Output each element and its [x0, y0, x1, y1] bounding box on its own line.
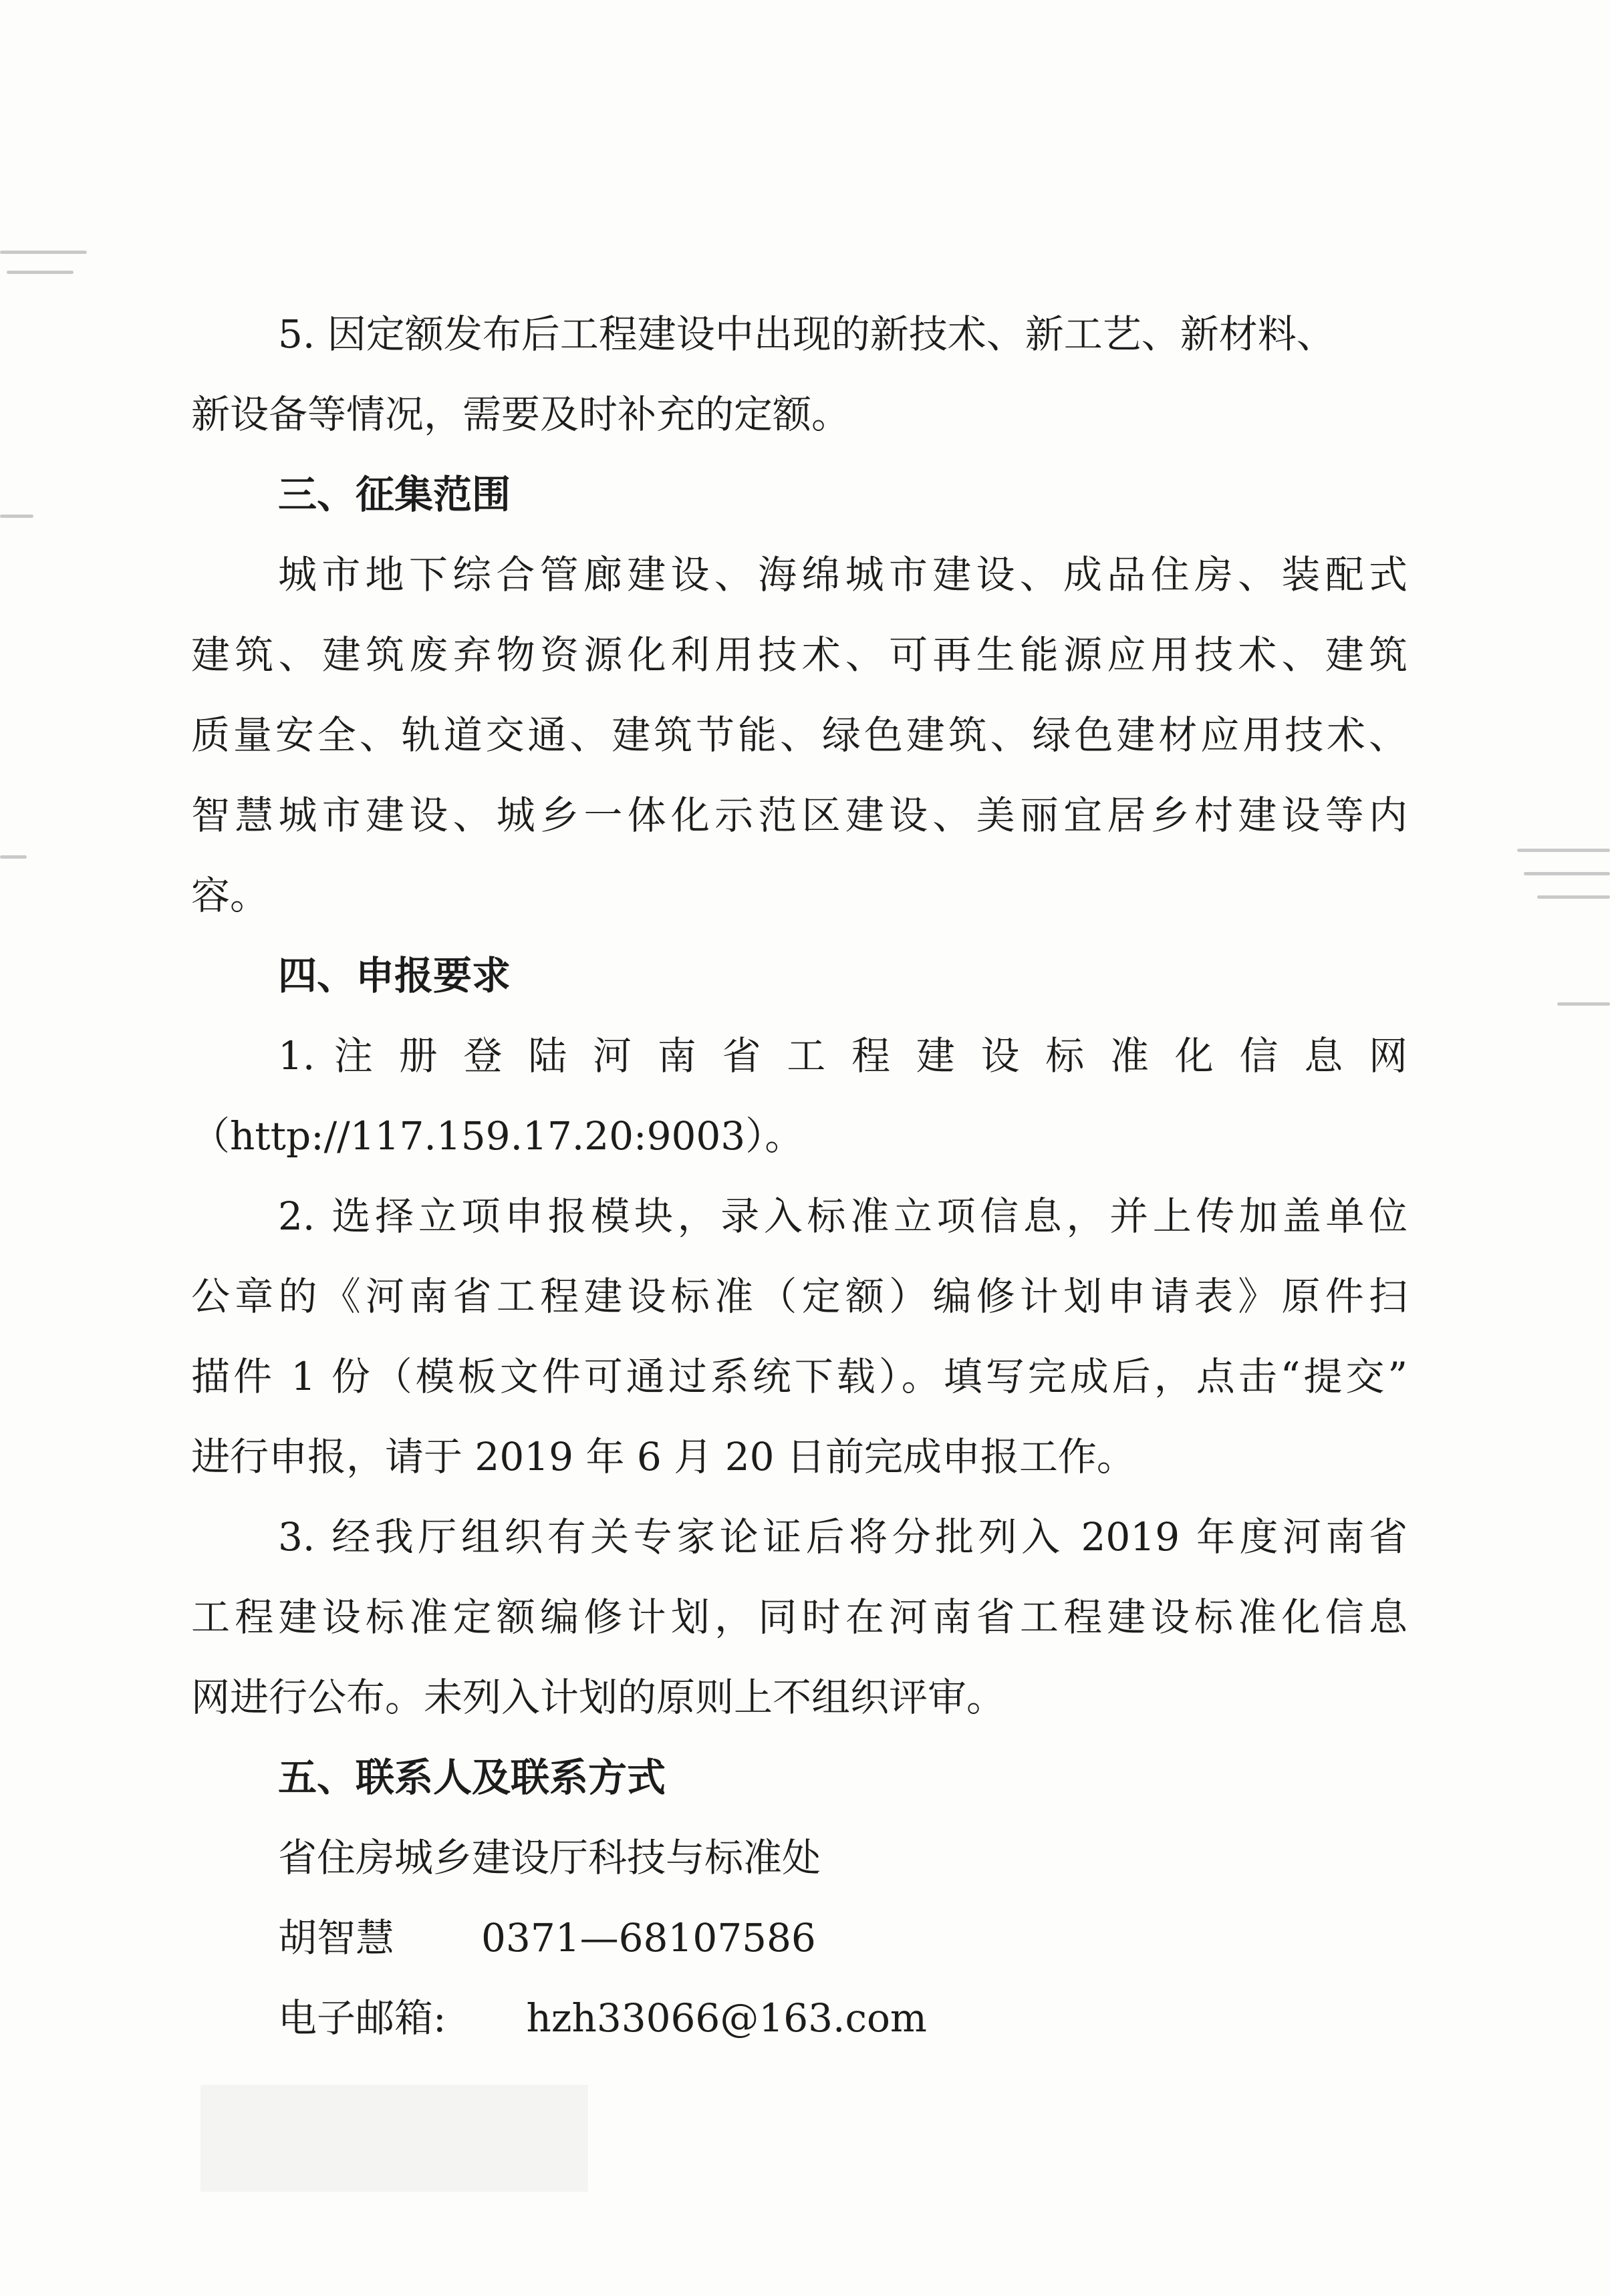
section-3-heading: 三、征集范围 — [278, 472, 511, 517]
scan-shadow — [200, 2085, 588, 2192]
item-2-line: 公章的《河南省工程建设标准（定额）编修计划申请表》原件扫 — [191, 1274, 1407, 1319]
contact-email-row — [191, 1978, 1407, 2058]
scan-mark — [0, 251, 87, 254]
scan-mark — [0, 515, 33, 518]
scan-mark — [7, 271, 74, 274]
contact-office: 省住房城乡建设厅科技与标准处 — [278, 1835, 821, 1880]
email-label: 电子邮箱: — [278, 1995, 446, 2041]
item-3-line: 网进行公布。未列入计划的原则上不组织评审。 — [191, 1675, 1006, 1720]
section-3-line: 质量安全、轨道交通、建筑节能、绿色建筑、绿色建材应用技术、 — [191, 712, 1407, 758]
document-body — [191, 294, 1407, 2058]
section-3-line: 智慧城市建设、城乡一体化示范区建设、美丽宜居乡村建设等内 — [191, 793, 1407, 838]
email-address: hzh33066@163.com — [526, 1995, 927, 2041]
paragraph-5-line-2: 新设备等情况，需要及时补充的定额。 — [191, 392, 851, 437]
contact-name: 胡智慧 — [278, 1915, 395, 1961]
scan-mark — [1524, 872, 1610, 875]
item-1-line-1: 1. 注 册 登 陆 河 南 省 工 程 建 设 标 准 化 信 息 网 — [278, 1033, 1407, 1079]
scan-mark — [1537, 895, 1610, 899]
item-3-line: 工程建设标准定额编修计划，同时在河南省工程建设标准化信息 — [191, 1594, 1407, 1640]
section-3-line: 城市地下综合管廊建设、海绵城市建设、成品住房、装配式 — [278, 552, 1407, 597]
contact-person-row — [191, 1898, 1407, 1978]
scan-mark — [1517, 849, 1610, 852]
item-2-line: 进行申报，请于 2019 年 6 月 20 日前完成申报工作。 — [191, 1434, 1135, 1479]
item-2-line: 描件 1 份（模板文件可通过系统下载）。填写完成后，点击“提交” — [191, 1354, 1407, 1399]
item-2-line: 2. 选择立项申报模块，录入标准立项信息，并上传加盖单位 — [278, 1193, 1407, 1239]
item-3-line: 3. 经我厅组织有关专家论证后将分批列入 2019 年度河南省 — [278, 1514, 1407, 1560]
scan-mark — [0, 855, 27, 859]
contact-phone: 0371—68107586 — [481, 1915, 816, 1961]
item-1-line-2: （http://117.159.17.20:9003）。 — [191, 1113, 804, 1159]
section-3-line: 容。 — [191, 873, 269, 918]
section-3-line: 建筑、建筑废弃物资源化利用技术、可再生能源应用技术、建筑 — [191, 632, 1407, 678]
section-4-heading: 四、申报要求 — [278, 953, 511, 998]
paragraph-5-line-1: 5. 因定额发布后工程建设中出现的新技术、新工艺、新材料、 — [278, 311, 1335, 357]
section-5-heading: 五、联系人及联系方式 — [278, 1755, 666, 1800]
scan-mark — [1557, 1002, 1610, 1006]
